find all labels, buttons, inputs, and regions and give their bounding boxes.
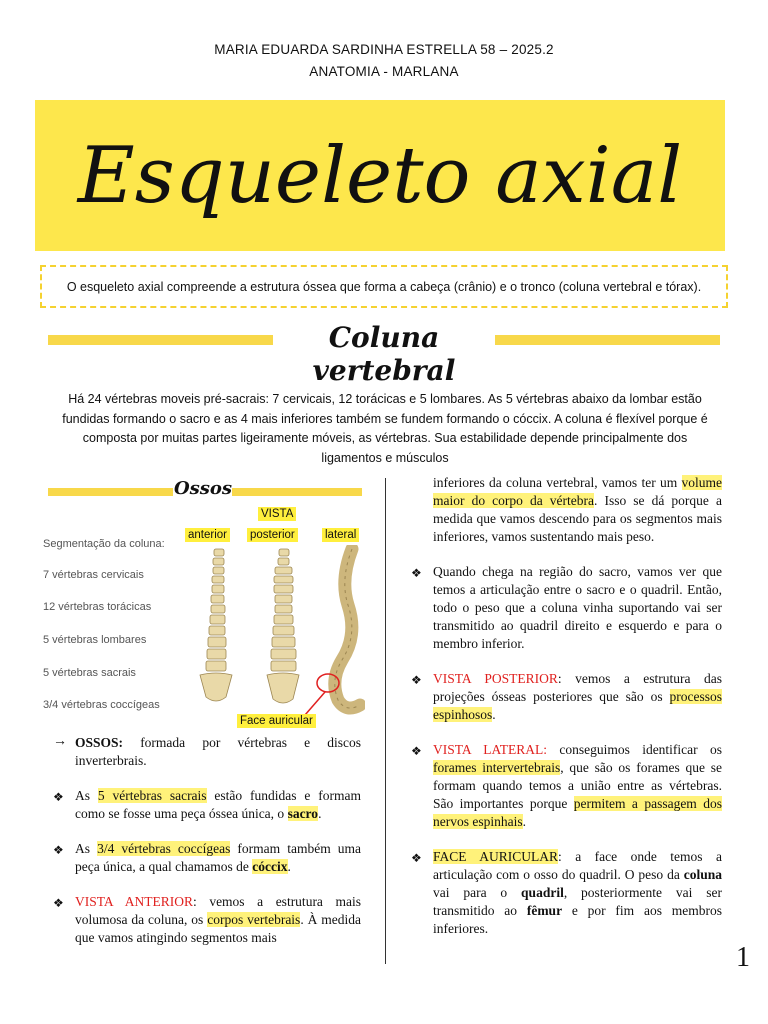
diamond-bullet-icon: ❖ <box>411 744 422 758</box>
right-column <box>411 474 723 955</box>
continuation-paragraph: inferiores da coluna vertebral, vamos ter um volume maior do corpo da vértebra. Isso se dá porque a medida que vamos descendo para os segmentos mais inferiores, vamos sustentando mais peso. <box>433 475 722 544</box>
figure-row-coccygeal: 3/4 vértebras coccígeas <box>43 699 160 711</box>
figure-row-sacral: 5 vértebras sacrais <box>43 667 136 679</box>
figure-row-thoracic: 12 vértebras torácicas <box>43 601 152 613</box>
diamond-bullet-icon: ❖ <box>411 566 422 580</box>
face-auricular-label: Face auricular <box>237 714 316 728</box>
spine-illustration <box>170 545 365 717</box>
view-lateral-label: lateral <box>322 528 359 542</box>
bullet-vista-lateral: ❖ VISTA LATERAL: conseguimos identificar os forames intervertebrais, que são os forames que se formam quando temos a união entre as vértebras. São importantes porque permitem a passagem dos nervos espinhais. <box>411 742 723 829</box>
ossos-definition: → OSSOS: formada por vértebras e discos inverterbrais. <box>53 734 361 768</box>
bullet-sacro-quadril: ❖ Quando chega na região do sacro, vamos ver que temos a articulação entre o sacro e o quadril. Então, todo o peso que a coluna vinha suportando vai ser transmitido ao quadril direito e esquerdo e para o membro inferior. <box>411 564 722 651</box>
left-column <box>53 734 361 964</box>
right-arrow-icon: → <box>53 734 67 749</box>
ossos-heading: Ossos <box>173 478 233 499</box>
section-heading: Coluna vertebral <box>312 321 456 387</box>
intro-text: O esqueleto axial compreende a estrutura óssea que forma a cabeça (crânio) e o tronco (coluna vertebral e tórax). <box>66 279 702 294</box>
diamond-bullet-icon: ❖ <box>411 673 422 687</box>
view-posterior-label: posterior <box>247 528 298 542</box>
ossos-bar-left <box>48 488 173 496</box>
diamond-bullet-icon: ❖ <box>53 896 64 910</box>
bullet-sacro: ❖ As 5 vértebras sacrais estão fundidas e formam como se fosse uma peça óssea única, o sacro. <box>53 788 361 821</box>
bullet-vista-anterior: ❖ VISTA ANTERIOR: vemos a estrutura mais volumosa da coluna, os corpos vertebrais. À medida que vamos atingindo segmentos mais <box>53 894 361 945</box>
column-divider <box>385 478 386 964</box>
heading-bar-left <box>48 335 273 345</box>
spine-figure <box>40 505 365 727</box>
course-line: ANATOMIA - MARLANA <box>309 64 459 79</box>
figure-row-lumbar: 5 vértebras lombares <box>43 634 147 646</box>
heading-bar-right <box>495 335 720 345</box>
vista-label: VISTA <box>258 507 296 521</box>
page-number: 1 <box>736 942 750 973</box>
bullet-face-auricular: ❖ FACE AURICULAR: a face onde temos a articulação com o osso do quadril. O peso da coluna vai para o quadril, posteriormente vai ser transmitido ao fêmur e por fim aos membros inferiores. <box>411 849 722 936</box>
author-line: MARIA EDUARDA SARDINHA ESTRELLA 58 – 2025.2 <box>214 42 554 57</box>
intro-box <box>40 265 728 308</box>
figure-row-cervical: 7 vértebras cervicais <box>43 569 144 581</box>
diamond-bullet-icon: ❖ <box>53 843 64 857</box>
figure-caption-title: Segmentação da coluna: <box>43 538 165 550</box>
bullet-vista-posterior: ❖ VISTA POSTERIOR: vemos a estrutura das projeções ósseas posteriores que são os processos espinhosos. <box>411 671 722 722</box>
section-paragraph: Há 24 vértebras moveis pré-sacrais: 7 cervicais, 12 torácicas e 5 lombares. As 5 vértebras abaixo da lombar estão fundidas formando o sacro e as 4 mais inferiores também se fundem formando o cóccix. A coluna é flexível porque é composta por muitas partes ligeiramente móveis, as vértebras. Sua estabilidade depende principalmente dos ligamentos e músculos <box>62 392 708 465</box>
ossos-bar-right <box>232 488 362 496</box>
view-anterior-label: anterior <box>185 528 230 542</box>
page-title: Esqueleto axial <box>77 130 683 221</box>
diamond-bullet-icon: ❖ <box>53 790 64 804</box>
diamond-bullet-icon: ❖ <box>411 851 422 865</box>
bullet-coccix: ❖ As 3/4 vértebras coccígeas formam também uma peça única, a qual chamamos de cóccix. <box>53 841 361 874</box>
